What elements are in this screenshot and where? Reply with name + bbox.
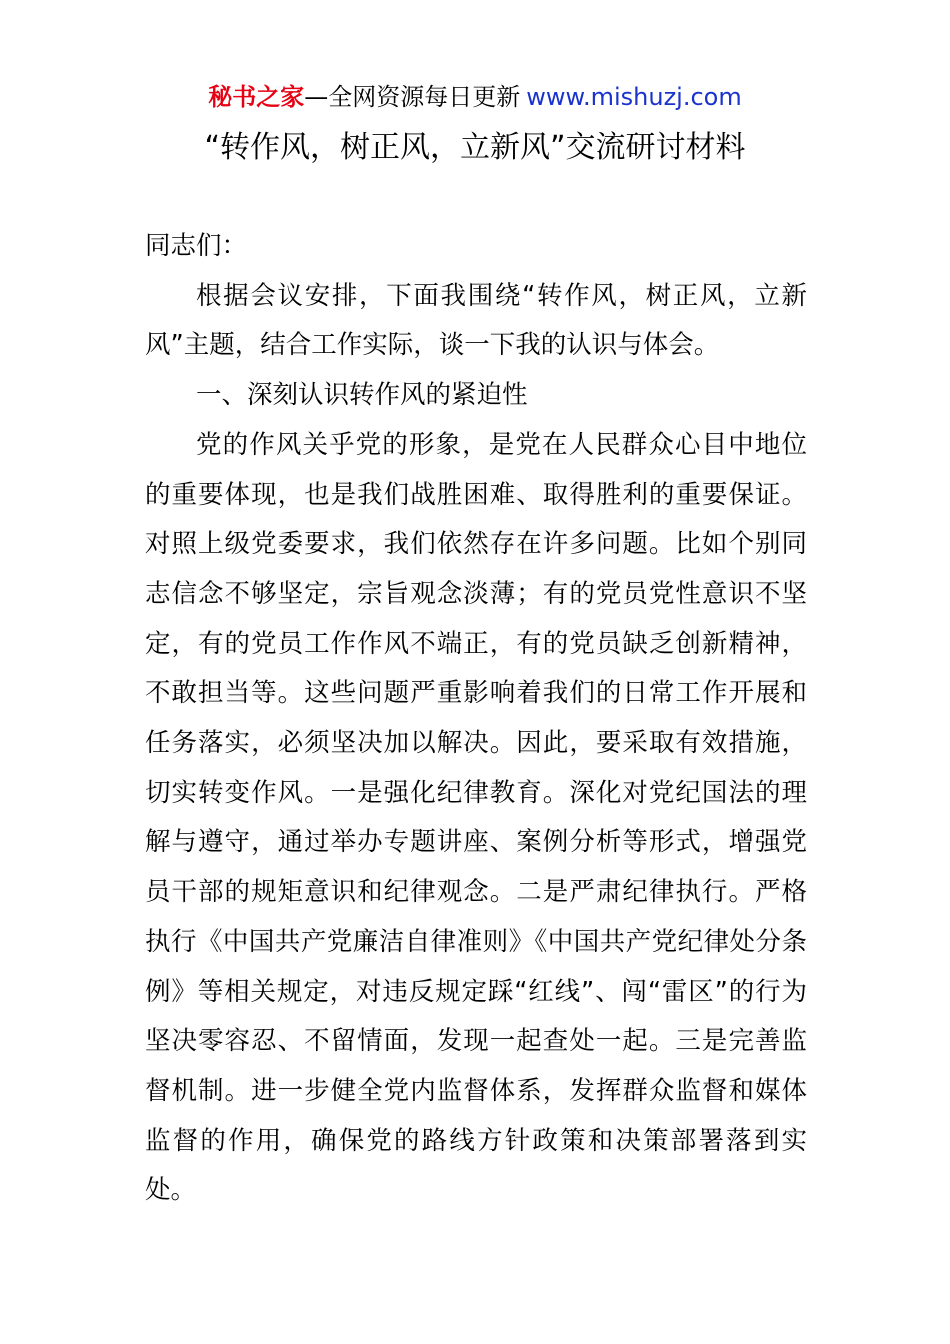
- site-tagline: —全网资源每日更新: [304, 83, 521, 111]
- site-header: [0, 80, 950, 114]
- site-url[interactable]: www.mishuzj.com: [526, 83, 742, 111]
- body-paragraph: 党的作风关乎党的形象，是党在人民群众心目中地位的重要体现，也是我们战胜困难、取得胜利的重要保证。对照上级党委要求，我们依然存在许多问题。比如个别同志信念不够坚定，宗旨观念淡薄；有的党员党性意识不坚定，有的党员工作作风不端正，有的党员缺乏创新精神，不敢担当等。这些问题严重影响着我们的日常工作开展和任务落实，必须坚决加以解决。因此，要采取有效措施，切实转变作风。一是强化纪律教育。深化对党纪国法的理解与遵守，通过举办专题讲座、案例分析等形式，增强党员干部的规矩意识和纪律观念。二是严肃纪律执行。严格执行《中国共产党廉洁自律准则》《中国共产党纪律处分条例》等相关规定，对违反规定踩“红线”、闯“雷区”的行为坚决零容忍、不留情面，发现一起查处一起。三是完善监督机制。进一步健全党内监督体系，发挥群众监督和媒体监督的作用，确保党的路线方针政策和决策部署落到实处。: [145, 429, 807, 1206]
- section-heading: 一、深刻认识转作风的紧迫性: [196, 380, 528, 411]
- salutation: 同志们：: [145, 231, 248, 261]
- intro-paragraph: 根据会议安排，下面我围绕“转作风，树正风，立新风”主题，结合工作实际，谈一下我的认识与体会。: [145, 280, 807, 361]
- site-brand: 秘书之家: [208, 83, 305, 111]
- document-title: “转作风，树正风，立新风”交流研讨材料: [204, 130, 746, 165]
- document-body: [145, 222, 807, 1216]
